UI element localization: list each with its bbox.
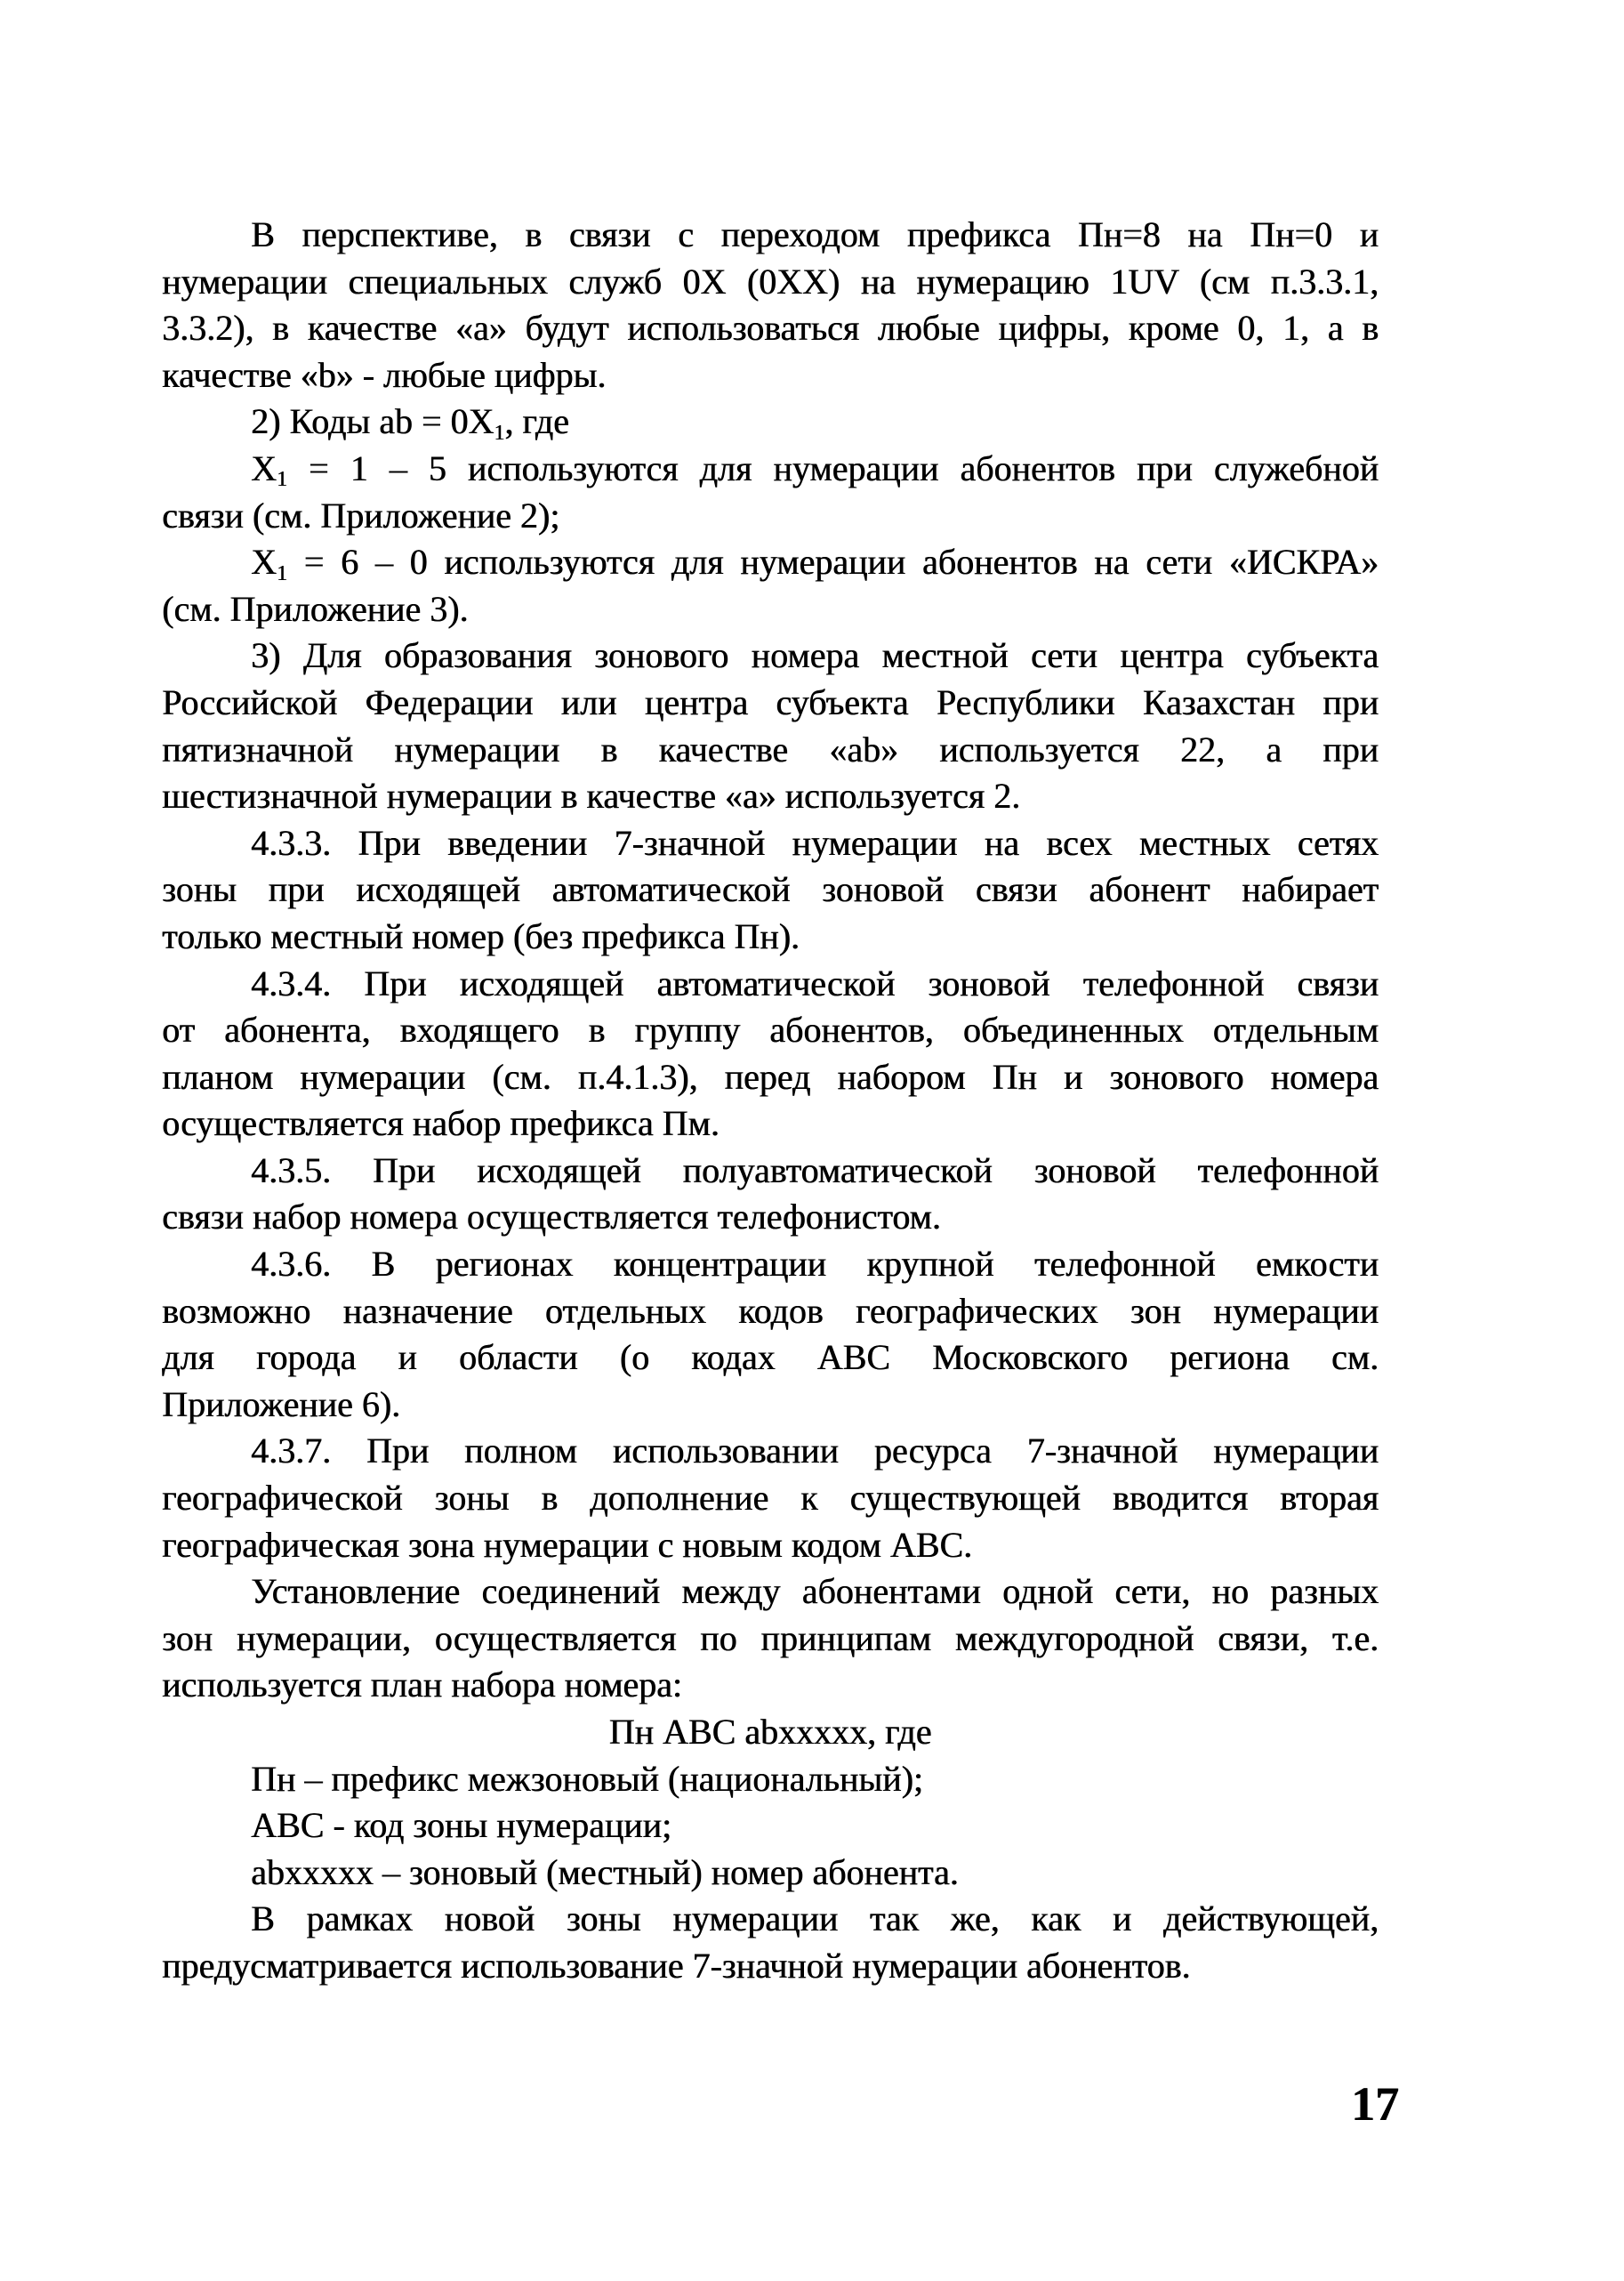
text-line: осуществляется набор префикса Пм. <box>162 1103 720 1144</box>
text-line: шестизначной нумерации в качестве «а» используется 2. <box>162 776 1021 817</box>
text-line: В перспективе, в связи с переходом префикса Пн=8 на Пн=0 и <box>251 214 1379 254</box>
text-line: abxxxxx – зоновый (местный) номер абонента. <box>251 1851 959 1892</box>
text-line: используется план набора номера: <box>162 1664 682 1705</box>
text-line: Пн АВС abxxxxx, где <box>608 1712 932 1752</box>
paragraph <box>162 1428 1379 1568</box>
text-line: возможно назначение отдельных кодов географических зон нумерации <box>162 1290 1379 1331</box>
text-line: В рамках новой зоны нумерации так же, как и действующей, <box>251 1898 1379 1939</box>
paragraph <box>162 820 1379 961</box>
paragraph <box>162 399 1379 446</box>
text-line: 4.3.7. При полном использовании ресурса 7-значной нумерации <box>251 1431 1379 1471</box>
text-line: АВС - код зоны нумерации; <box>251 1805 672 1846</box>
paragraph <box>162 1568 1379 1709</box>
paragraph <box>162 1802 1379 1850</box>
text-line: предусматривается использование 7-значной нумерации абонентов. <box>162 1945 1191 1986</box>
text-line: Пн – префикс межзоновый (национальный); <box>251 1758 923 1799</box>
text-line: планом нумерации (см. п.4.1.3), перед набором Пн и зонового номера <box>162 1056 1379 1097</box>
text-line: нумерации специальных служб 0X (0XX) на нумерацию 1UV (см п.3.3.1, <box>162 261 1379 302</box>
text-line: 4.3.5. При исходящей полуавтоматической зоновой телефонной <box>251 1149 1379 1190</box>
paragraph <box>162 1148 1379 1241</box>
page-number: 17 <box>1351 2077 1399 2131</box>
text-line: 4.3.6. В регионах концентрации крупной телефонной емкости <box>251 1244 1379 1285</box>
paragraph <box>162 539 1379 633</box>
text-line: 4.3.3. При введении 7-значной нумерации на всех местных сетях <box>251 822 1379 863</box>
text-line: 4.3.4. При исходящей автоматической зоновой телефонной связи <box>251 963 1379 1003</box>
text-line: для города и области (о кодах АВС Московского региона см. <box>162 1337 1379 1378</box>
paragraph <box>162 633 1379 819</box>
paragraph <box>162 1756 1379 1803</box>
body-text <box>162 212 1379 1990</box>
paragraph <box>162 1709 1379 1756</box>
text-line: географической зоны в дополнение к существующей вводится вторая <box>162 1478 1379 1519</box>
text-line: (см. Приложение 3). <box>162 588 469 629</box>
text-line: от абонента, входящего в группу абонентов, объединенных отдельным <box>162 1010 1379 1051</box>
paragraph <box>162 446 1379 539</box>
text-line: связи набор номера осуществляется телефонистом. <box>162 1197 941 1237</box>
text-line: качестве «b» - любые цифры. <box>162 354 607 395</box>
paragraph <box>162 961 1379 1148</box>
text-line: 3.3.2), в качестве «а» будут использоваться любые цифры, кроме 0, 1, а в <box>162 308 1379 349</box>
text-line: 2) Коды ab = $0X_1$, где <box>251 401 569 445</box>
text-line: только местный номер (без префикса Пн). <box>162 915 800 956</box>
paragraph <box>162 212 1379 399</box>
text-line: зоны при исходящей автоматической зоновой связи абонент набирает <box>162 869 1379 910</box>
paragraph <box>162 1241 1379 1428</box>
text-line: Российской Федерации или центра субъекта Республики Казахстан при <box>162 681 1379 722</box>
text-line: $X_1 = 6 - 0$ используются для нумерации абонентов на сети «ИСКРА» <box>251 542 1379 585</box>
text-line: географическая зона нумерации с новым кодом АВС. <box>162 1524 972 1565</box>
text-line: связи (см. Приложение 2); <box>162 495 560 536</box>
text-line: Приложение 6). <box>162 1383 401 1424</box>
text-line: пятизначной нумерации в качестве «ab» используется 22, а при <box>162 729 1379 770</box>
text-line: зон нумерации, осуществляется по принципам междугородной связи, т.е. <box>162 1617 1379 1658</box>
text-line: Установление соединений между абонентами одной сети, но разных <box>251 1571 1379 1612</box>
paragraph <box>162 1896 1379 1989</box>
text-line: 3) Для образования зонового номера местной сети центра субъекта <box>251 635 1379 676</box>
text-line: $X_1 = 1 - 5$ используются для нумерации абонентов при служебной <box>251 447 1379 492</box>
paragraph <box>162 1850 1379 1897</box>
